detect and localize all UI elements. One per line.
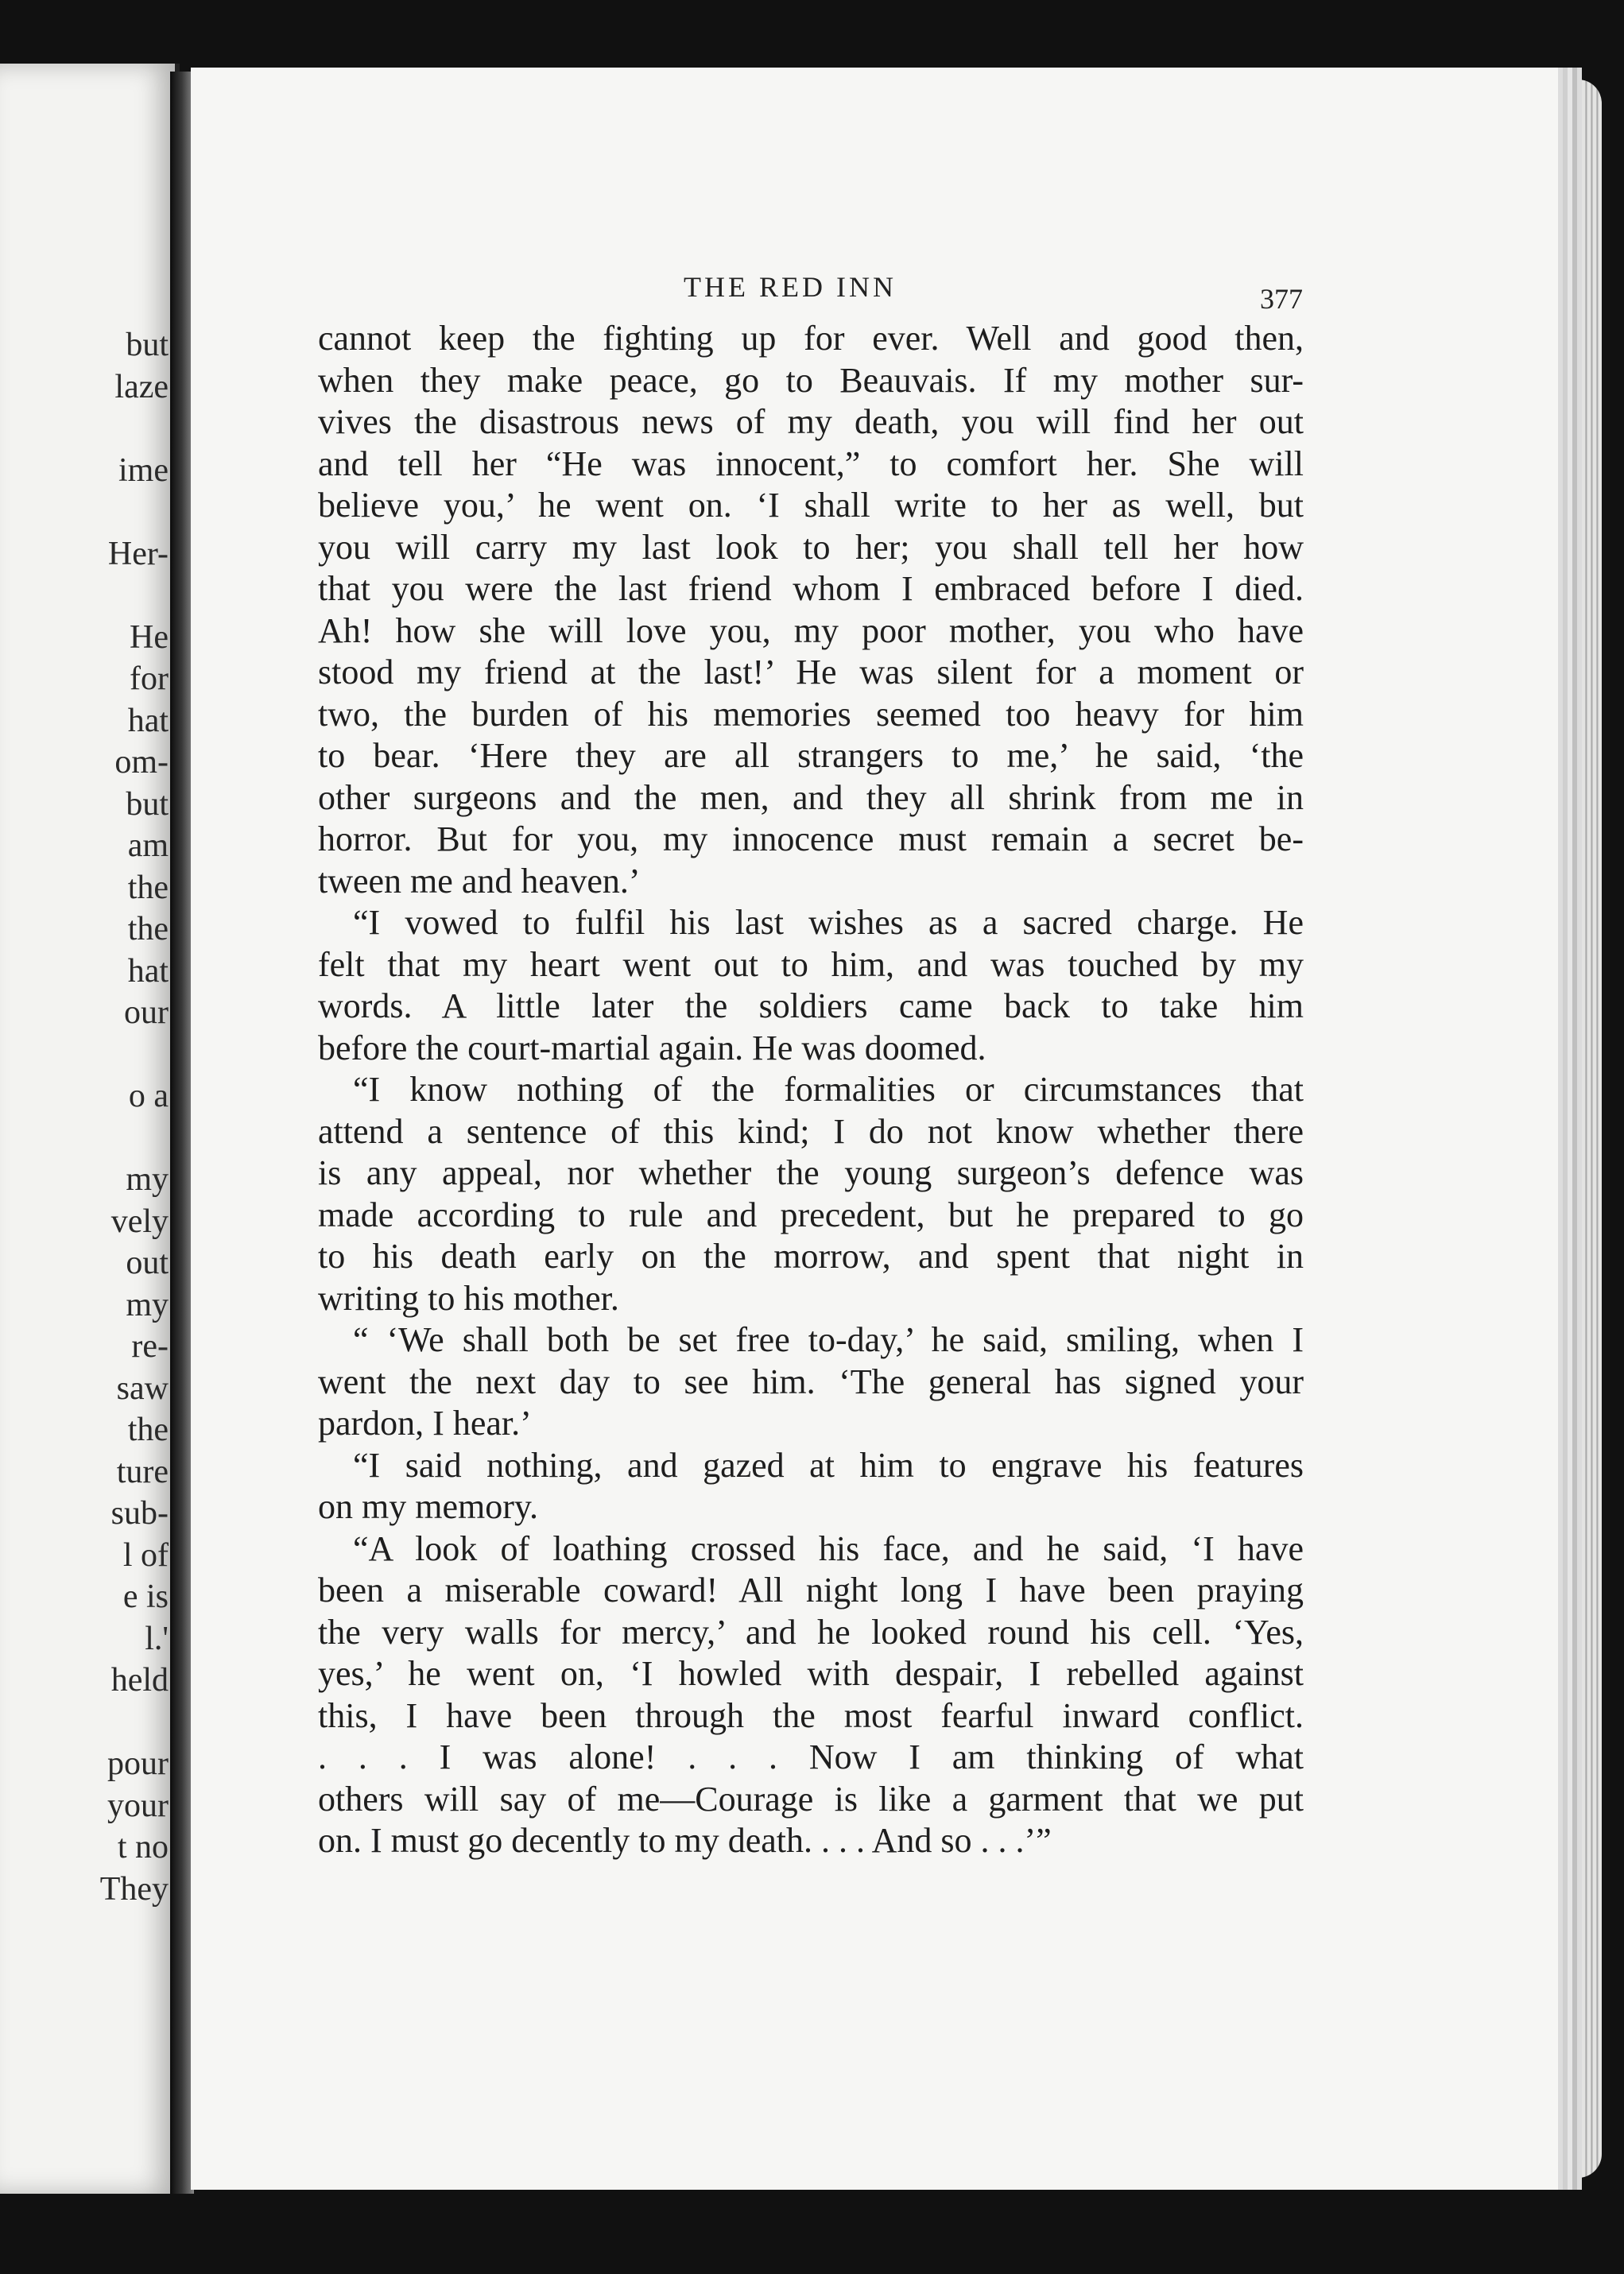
text-line: to bear. ‘Here they are all strangers to me,’ he said, ‘the [318,736,1304,775]
text-line: is any appeal, nor whether the young surgeon’s defence was [318,1153,1304,1192]
left-page-line: held [110,1662,169,1699]
text-line: two, the burden of his memories seemed too heavy for him [318,694,1304,734]
left-page-line: pour [107,1745,169,1782]
left-page-line: sub- [110,1495,169,1532]
text-line: . . . I was alone! . . . Now I am thinking of what [318,1737,1304,1776]
left-page-line: l of [122,1536,169,1574]
left-page-line: saw [116,1369,169,1407]
text-line: vives the disastrous news of my death, you will find her out [318,402,1304,441]
page-number: 377 [1260,283,1303,315]
text-line: cannot keep the fighting up for ever. Well and good then, [318,319,1304,358]
text-line: tween me and heaven.’ [318,861,641,901]
left-page-line: the [127,1412,169,1448]
text-line: “ ‘We shall both be set free to-day,’ he said, smiling, when I [353,1320,1304,1359]
page-edges [1554,79,1602,2178]
paragraph [318,318,1304,902]
left-page-line: our [124,994,169,1031]
left-page-line: They [99,1870,169,1908]
text-line: others will say of me—Courage is like a garment that we put [318,1779,1304,1819]
left-page-line: He [130,618,169,656]
text-line: made according to rule and precedent, but he prepared to go [318,1195,1304,1234]
left-page-line: but [126,327,169,363]
text-line: and tell her “He was innocent,” to comfort her. She will [318,444,1304,483]
text-line: other surgeons and the men, and they all shrink from me in [318,777,1304,817]
text-line: before the court-martial again. He was doomed. [318,1028,986,1067]
paragraph [318,1528,1304,1862]
left-page-line: ture [116,1453,169,1490]
left-page-line: om- [114,744,169,781]
paragraph [318,902,1304,1069]
left-page-line: Her- [107,535,169,572]
text-line: on. I must go decently to my death. . . . And so . . .’” [318,1821,1052,1860]
left-page-line: o a [128,1078,169,1114]
text-line: horror. But for you, my innocence must remain a secret be- [318,819,1304,858]
text-line: when they make peace, go to Beauvais. If my mother sur- [318,360,1304,400]
text-line: that you were the last friend whom I embraced before I died. [318,569,1304,608]
text-line: writing to his mother. [318,1278,619,1318]
left-page-line: my [126,1161,169,1198]
left-page-line: e is [122,1579,169,1615]
paragraph [318,1445,1304,1528]
left-page-line: the [127,869,169,906]
text-line: to his death early on the morrow, and spent that night in [318,1237,1304,1276]
text-line: attend a sentence of this kind; I do not know whether there [318,1111,1304,1151]
text-line: “A look of loathing crossed his face, and he said, ‘I have [353,1528,1304,1568]
running-title: THE RED INN [684,271,897,303]
left-page-line: vely [110,1203,169,1240]
text-line: pardon, I hear.’ [318,1404,532,1443]
text-line: yes,’ he went on, ‘I howled with despair, I rebelled against [318,1654,1304,1693]
text-line: Ah! how she will love you, my poor mother, you who have [318,610,1304,650]
text-line: the very walls for mercy,’ and he looked round his cell. ‘Yes, [318,1612,1304,1652]
paragraph [318,1069,1304,1319]
page-body [318,318,1304,1862]
left-page-line: laze [114,368,169,405]
left-page-line: hat [127,952,169,990]
text-line: stood my friend at the last!’ He was silent for a moment or [318,653,1304,691]
text-line: “I said nothing, and gazed at him to engrave his features [353,1445,1304,1485]
text-line: “I vowed to fulfil his last wishes as a sacred charge. He [353,903,1304,942]
left-page-line: the [127,911,169,947]
left-page-line: ime [118,451,169,489]
left-page-line: my [126,1286,169,1323]
left-page-line: hat [127,702,169,739]
left-page-line: out [126,1245,169,1281]
text-line: been a miserable coward! All night long I have been praying [318,1571,1304,1610]
left-page-fragment [0,64,180,2194]
text-line: went the next day to see him. ‘The general has signed your [318,1362,1304,1401]
text-line: believe you,’ he went on. ‘I shall write to her as well, but [318,486,1304,525]
left-page-line: re- [131,1328,169,1365]
left-page-line: for [130,661,169,697]
text-line: “I know nothing of the formalities or circumstances that [353,1070,1304,1109]
text-line: you will carry my last look to her; you shall tell her how [318,527,1304,567]
left-page-line: am [127,827,169,864]
text-line: this, I have been through the most fearful inward conflict. [318,1695,1304,1735]
left-page-line: but [126,785,169,823]
left-page-line: t no [117,1829,169,1865]
left-page-line: your [107,1787,169,1824]
text-line: felt that my heart went out to him, and was touched by my [318,944,1304,984]
left-page-line: l.' [145,1620,169,1657]
text-line: on my memory. [318,1487,538,1526]
paragraph [318,1319,1304,1445]
text-line: words. A little later the soldiers came back to take him [318,986,1304,1025]
